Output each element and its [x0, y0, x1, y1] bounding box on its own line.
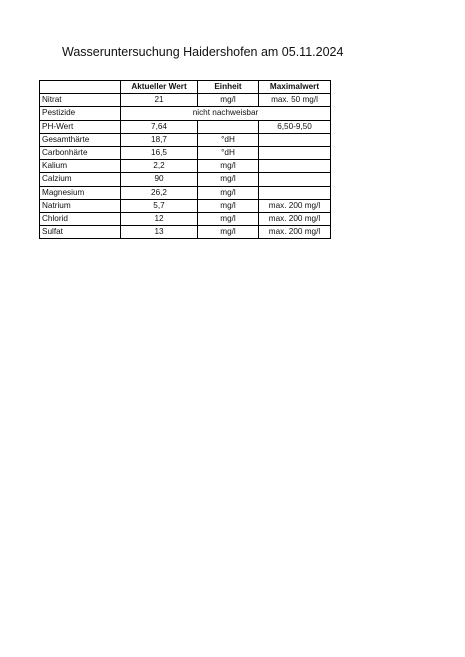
- parameter-cell: Gesamthärte: [40, 133, 121, 146]
- page-title: Wasseruntersuchung Haidershofen am 05.11.2024: [62, 45, 344, 59]
- merged-result-cell: nicht nachweisbar: [121, 107, 331, 120]
- unit-cell: mg/l: [198, 173, 259, 186]
- parameter-cell: Sulfat: [40, 226, 121, 239]
- parameter-cell: Pestizide: [40, 107, 121, 120]
- water-analysis-table: [39, 80, 331, 239]
- table-row: [40, 226, 331, 239]
- value-cell: 13: [121, 226, 198, 239]
- value-cell: 18,7: [121, 133, 198, 146]
- max-cell: max. 200 mg/l: [259, 226, 331, 239]
- value-cell: 2,2: [121, 160, 198, 173]
- table-row: [40, 107, 331, 120]
- unit-cell: mg/l: [198, 94, 259, 107]
- max-cell: [259, 146, 331, 159]
- parameter-cell: Natrium: [40, 199, 121, 212]
- table-row: [40, 212, 331, 225]
- max-cell: [259, 160, 331, 173]
- max-cell: [259, 186, 331, 199]
- header-current-value: Aktueller Wert: [121, 81, 198, 94]
- unit-cell: mg/l: [198, 212, 259, 225]
- value-cell: 5,7: [121, 199, 198, 212]
- unit-cell: mg/l: [198, 199, 259, 212]
- header-unit: Einheit: [198, 81, 259, 94]
- parameter-cell: Chlorid: [40, 212, 121, 225]
- unit-cell: mg/l: [198, 186, 259, 199]
- max-cell: 6,50-9,50: [259, 120, 331, 133]
- value-cell: 26,2: [121, 186, 198, 199]
- max-cell: [259, 173, 331, 186]
- value-cell: 21: [121, 94, 198, 107]
- table-row: [40, 146, 331, 159]
- table-row: [40, 186, 331, 199]
- parameter-cell: Kalium: [40, 160, 121, 173]
- table-row: [40, 133, 331, 146]
- value-cell: 7,64: [121, 120, 198, 133]
- value-cell: 16,5: [121, 146, 198, 159]
- table-row: [40, 160, 331, 173]
- value-cell: 12: [121, 212, 198, 225]
- table-row: [40, 173, 331, 186]
- header-max-value: Maximalwert: [259, 81, 331, 94]
- table-row: [40, 94, 331, 107]
- unit-cell: mg/l: [198, 226, 259, 239]
- header-parameter: [40, 81, 121, 94]
- table-row: [40, 199, 331, 212]
- max-cell: max. 200 mg/l: [259, 212, 331, 225]
- unit-cell: [198, 120, 259, 133]
- table-header-row: [40, 81, 331, 94]
- parameter-cell: Calzium: [40, 173, 121, 186]
- unit-cell: °dH: [198, 146, 259, 159]
- unit-cell: mg/l: [198, 160, 259, 173]
- max-cell: max. 200 mg/l: [259, 199, 331, 212]
- parameter-cell: Magnesium: [40, 186, 121, 199]
- parameter-cell: Nitrat: [40, 94, 121, 107]
- unit-cell: °dH: [198, 133, 259, 146]
- parameter-cell: PH-Wert: [40, 120, 121, 133]
- max-cell: max. 50 mg/l: [259, 94, 331, 107]
- table-row: [40, 120, 331, 133]
- max-cell: [259, 133, 331, 146]
- parameter-cell: Carbonhärte: [40, 146, 121, 159]
- value-cell: 90: [121, 173, 198, 186]
- table-body: [40, 94, 331, 239]
